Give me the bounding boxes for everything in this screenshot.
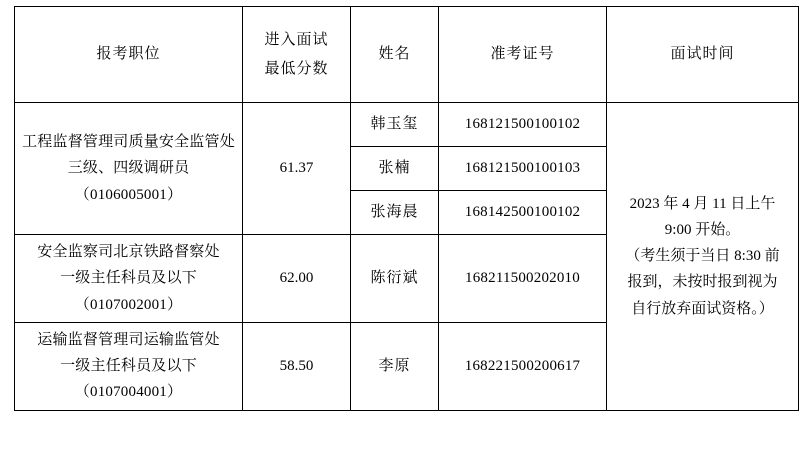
position-cell — [15, 235, 243, 323]
interview-time-line: 9:00 开始。 — [664, 221, 741, 238]
interview-time-cell — [607, 103, 799, 411]
header-min-score-line2: 最低分数 — [264, 60, 329, 77]
candidate-name: 张海晨 — [351, 191, 439, 235]
table-header — [15, 7, 799, 103]
header-name: 姓名 — [351, 7, 439, 103]
position-line: （0107002001） — [74, 296, 183, 313]
candidate-ticket: 168121500100103 — [439, 147, 607, 191]
position-line: 一级主任科员及以下 — [60, 270, 197, 287]
header-position: 报考职位 — [15, 7, 243, 103]
position-line: 三级、四级调研员 — [67, 160, 190, 177]
candidate-ticket: 168142500100102 — [439, 191, 607, 235]
position-line: 工程监督管理司质量安全监管处 — [22, 134, 235, 151]
candidate-ticket: 168211500202010 — [439, 235, 607, 323]
position-cell — [15, 103, 243, 235]
candidate-ticket: 168121500100102 — [439, 103, 607, 147]
candidate-name: 陈衍斌 — [351, 235, 439, 323]
position-line: 运输监督管理司运输监管处 — [37, 331, 220, 348]
header-min-score — [243, 7, 351, 103]
min-score-cell: 61.37 — [243, 103, 351, 235]
interview-time-line: （考生须于当日 8:30 前 — [625, 248, 780, 265]
document-page — [0, 6, 812, 473]
min-score-cell: 62.00 — [243, 235, 351, 323]
header-min-score-line1: 进入面试 — [264, 32, 329, 49]
position-line: （0107004001） — [74, 384, 183, 401]
candidate-ticket: 168221500200617 — [439, 322, 607, 410]
interview-time-line: 2023 年 4 月 11 日上午 — [629, 195, 776, 212]
position-line: 一级主任科员及以下 — [60, 358, 197, 374]
candidate-name: 韩玉玺 — [351, 103, 439, 147]
header-interview-time: 面试时间 — [607, 7, 799, 103]
candidate-name: 张楠 — [351, 147, 439, 191]
candidate-name: 李原 — [351, 322, 439, 410]
table-header-row — [15, 7, 799, 103]
min-score-cell: 58.50 — [243, 322, 351, 410]
position-line: 安全监察司北京铁路督察处 — [37, 244, 220, 260]
interview-time-line: 自行放弃面试资格。） — [631, 300, 774, 317]
position-cell — [15, 322, 243, 410]
header-admission-ticket: 准考证号 — [439, 7, 607, 103]
table-body — [15, 103, 799, 411]
position-line: （0106005001） — [74, 186, 183, 203]
interview-schedule-table — [14, 6, 799, 411]
interview-time-line: 报到，未按时报到视为 — [627, 274, 778, 291]
table-row — [15, 103, 799, 147]
